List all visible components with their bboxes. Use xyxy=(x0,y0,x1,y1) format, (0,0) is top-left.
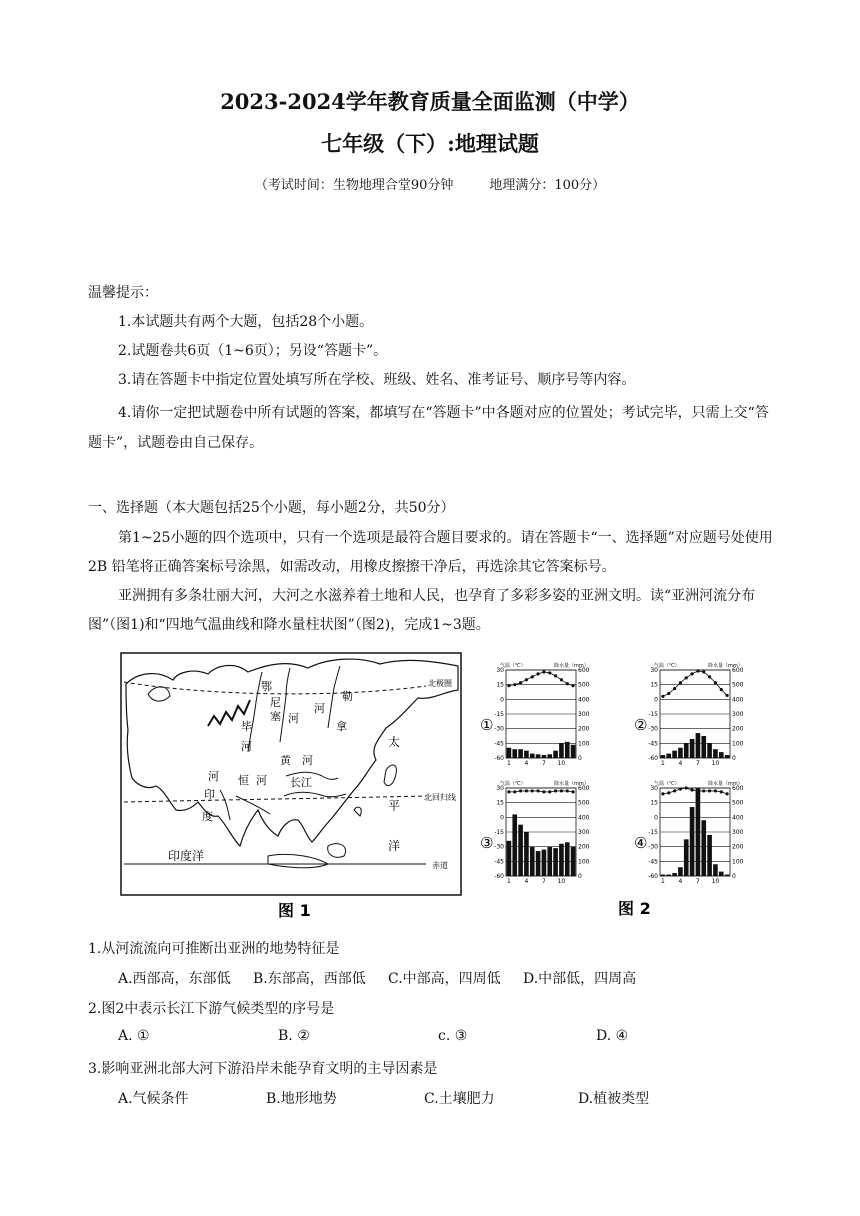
precip-bar xyxy=(524,751,529,758)
month-tick-label: 10 xyxy=(557,878,566,885)
option[interactable]: B.地形地势 xyxy=(266,1091,337,1107)
month-tick-label: 10 xyxy=(711,878,720,885)
precip-tick-label: 300 xyxy=(578,829,590,836)
option[interactable]: C.中部高，四周低 xyxy=(388,971,501,987)
option[interactable]: D. ④ xyxy=(596,1028,629,1044)
precip-tick-label: 100 xyxy=(732,858,744,866)
month-tick-label: 10 xyxy=(711,760,720,767)
precip-bar xyxy=(565,742,570,758)
tip-item: 4.请你一定把试题卷中所有试题的答案，都填写在“答题卡”中各题对应的位置处；考试完毕，只需上交“答题卡”，试题卷由自己保存。 xyxy=(88,405,769,451)
precip-tick-label: 500 xyxy=(578,799,590,807)
precip-tick-label: 500 xyxy=(732,681,744,689)
precip-bar xyxy=(512,749,517,758)
temp-line xyxy=(663,671,727,696)
month-tick-label: 7 xyxy=(696,878,700,885)
chart-id-label: ① xyxy=(480,716,494,734)
precip-axis-title: 降水量（mm） xyxy=(554,663,589,669)
precip-bar xyxy=(678,867,683,876)
temp-tick-label: 0 xyxy=(500,696,504,704)
temp-tick-label: -15 xyxy=(494,829,504,836)
precip-tick-label: 400 xyxy=(578,814,590,822)
precip-tick-label: 600 xyxy=(732,785,744,792)
map-label: 河 xyxy=(256,774,267,787)
temp-tick-label: -30 xyxy=(494,843,504,851)
precip-bar xyxy=(701,820,706,876)
precip-bar xyxy=(547,754,552,758)
precip-bar xyxy=(719,872,724,876)
precip-bar xyxy=(661,755,666,758)
option[interactable]: A.气候条件 xyxy=(118,1091,189,1107)
question-intro: 亚洲拥有多条壮丽大河，大河之水滋养着土地和人民，也孕育了多彩多姿的亚洲文明。读“亚洲河流分布图”（图1)和“四地气温曲线和降水量柱状图”（图2)，完成1~3题。 xyxy=(88,588,756,633)
month-tick-label: 4 xyxy=(524,760,529,767)
option[interactable]: c. ③ xyxy=(438,1028,468,1044)
map-label: 河 xyxy=(302,754,313,767)
precip-tick-label: 300 xyxy=(732,711,744,718)
precip-tick-label: 200 xyxy=(732,843,744,851)
precip-tick-label: 400 xyxy=(732,814,744,822)
precip-bar xyxy=(713,864,718,876)
precip-bar xyxy=(536,851,541,876)
precip-bar xyxy=(536,754,541,758)
exam-title: 2023-2024学年教育质量全面监测（中学） xyxy=(220,89,640,114)
temp-tick-label: -45 xyxy=(494,740,504,748)
precip-bar xyxy=(678,748,683,758)
precip-tick-label: 100 xyxy=(578,858,590,866)
precip-tick-label: 500 xyxy=(578,681,590,689)
asia-river-map xyxy=(118,650,466,922)
section-heading: 一、选择题（本大题包括25个小题，每小题2分，共50分） xyxy=(88,500,455,516)
map-label: 印 xyxy=(204,788,215,801)
precip-bar xyxy=(672,873,677,876)
precip-tick-label: 600 xyxy=(578,667,590,674)
option[interactable]: D.植被类型 xyxy=(578,1091,650,1107)
question-options xyxy=(118,1088,818,1108)
chart-id-label: ③ xyxy=(480,834,494,852)
precip-axis-title: 降水量（mm） xyxy=(708,781,743,787)
precip-bar xyxy=(666,754,671,758)
map-label: 河 xyxy=(314,702,325,715)
map-label: 洋 xyxy=(388,839,401,853)
climate-charts xyxy=(478,650,778,930)
map-label: 塞 xyxy=(270,710,281,723)
precip-bar xyxy=(725,875,730,876)
option[interactable]: A. ① xyxy=(118,1028,150,1044)
temp-tick-label: -15 xyxy=(494,711,504,718)
question-stem: 3.影响亚洲北部大河下游沿岸未能孕育文明的主导因素是 xyxy=(88,1061,438,1077)
temp-axis-title: 气温（℃） xyxy=(500,663,526,669)
precip-bar xyxy=(725,755,730,758)
tip-item: 1.本试题共有两个大题，包括28个小题。 xyxy=(118,314,374,330)
temp-tick-label: 30 xyxy=(496,667,504,674)
precip-bar xyxy=(707,743,712,758)
option[interactable]: B.东部高，西部低 xyxy=(253,971,366,987)
precip-bar xyxy=(696,788,701,876)
temp-tick-label: 30 xyxy=(496,785,504,792)
precip-bar xyxy=(713,749,718,758)
temp-tick-label: 0 xyxy=(654,814,658,822)
map-label: 平 xyxy=(388,799,401,813)
precip-bar xyxy=(684,839,689,876)
precip-tick-label: 500 xyxy=(732,799,744,807)
figure2-caption: 图 2 xyxy=(618,899,651,918)
time-note: （考试时间：生物地理合堂90分钟 xyxy=(254,178,454,193)
precip-bar xyxy=(553,751,558,758)
precip-bar xyxy=(542,850,547,876)
temp-tick-label: -60 xyxy=(494,755,504,762)
exam-subtitle: 七年级（下）:地理试题 xyxy=(321,131,539,156)
temp-tick-label: -45 xyxy=(648,858,658,866)
map-label: 河 xyxy=(208,770,219,783)
temp-tick-label: -60 xyxy=(648,755,658,762)
month-tick-label: 4 xyxy=(678,760,683,767)
temp-tick-label: 30 xyxy=(650,667,658,674)
temp-tick-label: -45 xyxy=(494,858,504,866)
month-tick-label: 1 xyxy=(507,878,511,885)
month-tick-label: 4 xyxy=(678,878,683,885)
precip-tick-label: 300 xyxy=(578,711,590,718)
option[interactable]: C.土壤肥力 xyxy=(424,1091,495,1107)
month-tick-label: 7 xyxy=(542,878,546,885)
precip-bar xyxy=(661,875,666,876)
map-label: 勒 xyxy=(342,690,353,703)
map-label: 北极圈 xyxy=(428,679,452,688)
temp-tick-label: 15 xyxy=(650,681,658,689)
precip-bar xyxy=(518,749,523,758)
temp-tick-label: -15 xyxy=(648,711,658,718)
temp-axis-title: 气温（℃） xyxy=(654,781,680,787)
precip-bar xyxy=(530,847,535,876)
month-tick-label: 7 xyxy=(542,760,546,767)
question-stem: 1.从河流流向可推断出亚洲的地势特征是 xyxy=(88,941,340,957)
temp-line xyxy=(663,788,727,794)
precip-tick-label: 600 xyxy=(732,667,744,674)
precip-bar xyxy=(719,752,724,758)
map-label: 印度洋 xyxy=(168,849,205,863)
month-tick-label: 1 xyxy=(661,878,665,885)
temp-tick-label: -45 xyxy=(648,740,658,748)
map-label: 恒 xyxy=(238,774,249,787)
precip-bar xyxy=(701,736,706,758)
question-options xyxy=(118,1028,818,1048)
precip-bar xyxy=(672,751,677,758)
score-note: 地理满分：100分） xyxy=(489,178,606,193)
precip-tick-label: 100 xyxy=(732,740,744,748)
precip-tick-label: 0 xyxy=(578,873,582,880)
precip-bar xyxy=(696,733,701,758)
tip-item: 2.试题卷共6页（1~6页）；另设“答题卡”。 xyxy=(118,343,388,359)
precip-tick-label: 200 xyxy=(578,843,590,851)
temp-tick-label: -60 xyxy=(648,873,658,880)
map-label: 赤道 xyxy=(432,861,448,870)
temp-axis-title: 气温（℃） xyxy=(654,663,680,669)
precip-tick-label: 200 xyxy=(578,725,590,733)
precip-bar xyxy=(547,847,552,876)
section-instruction: 第1~25小题的四个选项中，只有一个选项是最符合题目要求的。请在答题卡“一、选择题”对应题号处使用 2B 铅笔将正确答案标号涂黑，如需改动，用橡皮擦擦干净后，再选涂其它答案标号。 xyxy=(88,530,773,575)
precip-bar xyxy=(553,848,558,876)
precip-tick-label: 600 xyxy=(578,785,590,792)
temp-line xyxy=(509,672,573,686)
precip-bar xyxy=(707,835,712,876)
temp-tick-label: -60 xyxy=(494,873,504,880)
precip-bar xyxy=(507,841,512,876)
temp-tick-label: -30 xyxy=(648,725,658,733)
temp-tick-label: 15 xyxy=(496,681,504,689)
option[interactable]: B. ② xyxy=(278,1028,310,1044)
chart-id-label: ④ xyxy=(634,834,648,852)
precip-bar xyxy=(559,743,564,758)
precip-tick-label: 0 xyxy=(578,755,582,762)
map-label: 鄂 xyxy=(261,680,272,693)
map-label: 尼 xyxy=(270,696,281,709)
precip-axis-title: 降水量（mm） xyxy=(554,781,589,787)
precip-tick-label: 100 xyxy=(578,740,590,748)
option[interactable]: A.西部高，东部低 xyxy=(118,971,231,987)
chart-id-label: ② xyxy=(634,716,648,734)
precip-bar xyxy=(684,743,689,758)
month-tick-label: 4 xyxy=(524,878,529,885)
precip-bar xyxy=(542,755,547,758)
exam-time-note xyxy=(0,174,860,193)
precip-bar xyxy=(690,807,695,876)
precip-bar xyxy=(690,739,695,758)
temp-line xyxy=(509,791,573,792)
precip-bar xyxy=(666,875,671,876)
map-label: 毕 xyxy=(241,720,252,733)
precip-tick-label: 400 xyxy=(578,696,590,704)
temp-tick-label: 15 xyxy=(650,799,658,807)
precip-bar xyxy=(559,844,564,876)
temp-tick-label: 30 xyxy=(650,785,658,792)
question-options xyxy=(118,968,818,988)
precip-bar xyxy=(507,748,512,758)
precip-bar xyxy=(524,832,529,876)
precip-bar xyxy=(571,745,576,758)
month-tick-label: 1 xyxy=(507,760,511,767)
month-tick-label: 1 xyxy=(661,760,665,767)
month-tick-label: 10 xyxy=(557,760,566,767)
precip-tick-label: 0 xyxy=(732,873,736,880)
precip-bar xyxy=(565,842,570,876)
month-tick-label: 7 xyxy=(696,760,700,767)
temp-tick-label: 15 xyxy=(496,799,504,807)
map-label: 太 xyxy=(388,735,401,749)
temp-axis-title: 气温（℃） xyxy=(500,781,526,787)
map-label: 黄 xyxy=(280,754,291,767)
precip-tick-label: 0 xyxy=(732,755,736,762)
map-label: 长江 xyxy=(290,776,312,789)
figure1-caption: 图 1 xyxy=(278,901,311,920)
tips-heading: 温馨提示： xyxy=(88,285,158,301)
precip-tick-label: 300 xyxy=(732,829,744,836)
temp-tick-label: -30 xyxy=(648,843,658,851)
precip-axis-title: 降水量（mm） xyxy=(708,663,743,669)
question-stem: 2.图2中表示长江下游气候类型的序号是 xyxy=(88,1001,335,1017)
map-label: 拿 xyxy=(336,720,347,733)
option[interactable]: D.中部低，四周高 xyxy=(523,971,637,987)
precip-tick-label: 400 xyxy=(732,696,744,704)
tip-item: 3.请在答题卡中指定位置处填写所在学校、班级、姓名、准考证号、顺序号等内容。 xyxy=(118,372,636,388)
precip-tick-label: 200 xyxy=(732,725,744,733)
map-label: 河 xyxy=(241,740,252,753)
precip-bar xyxy=(530,754,535,758)
precip-bar xyxy=(518,825,523,876)
map-label: 北回归线 xyxy=(424,793,456,802)
temp-tick-label: 0 xyxy=(500,814,504,822)
temp-point xyxy=(661,695,664,698)
temp-tick-label: -30 xyxy=(494,725,504,733)
map-label: 度 xyxy=(202,810,213,823)
precip-bar xyxy=(512,814,517,876)
temp-tick-label: -15 xyxy=(648,829,658,836)
temp-tick-label: 0 xyxy=(654,696,658,704)
precip-bar xyxy=(571,847,576,876)
map-label: 河 xyxy=(288,712,299,725)
